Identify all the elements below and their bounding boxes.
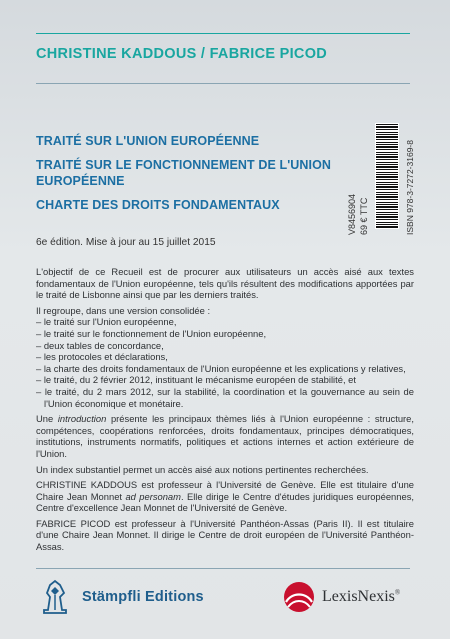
edition-line: 6e édition. Mise à jour au 15 juillet 2015 (36, 237, 216, 248)
barcode-icon (375, 123, 399, 229)
list-item: – le traité, du 2 février 2012, instituant le mécanisme européen de stabilité, et (36, 374, 414, 386)
isbn-block (345, 123, 415, 238)
kaddous-bio (36, 479, 414, 514)
title-block (36, 133, 356, 213)
picod-bio: FABRICE PICOD est professeur à l'Université Panthéon-Assas (Paris II). Il est titulaire d'une Chaire Jean Monnet. Il dirige le Centre de droit européen de l'Université Panthéon-Assas. (36, 517, 414, 553)
lexisnexis-logo-icon (282, 580, 316, 614)
introduction-word: introduction (57, 413, 107, 425)
introduction-prefix: Une (36, 413, 54, 425)
header-divider (36, 83, 410, 84)
title-charter: CHARTE DES DROITS FONDAMENTAUX (36, 198, 280, 212)
top-rule (36, 33, 410, 34)
list-item: – le traité sur l'Union européenne, (36, 316, 414, 328)
isbn-number: ISBN 978-3-7272-3169-8 (405, 140, 415, 235)
reference-code: V8456904 (347, 193, 357, 235)
lexisnexis-name (322, 588, 400, 606)
list-item: – les protocoles et déclarations, (36, 351, 414, 363)
introduction-paragraph (36, 413, 414, 459)
intro-paragraph: L'objectif de ce Recueil est de procurer aux utilisateurs un accès aisé aux textes fondamentaux de l'Union européenne, tels qu'ils résultent des modifications apportées par le traité de Lisbonne ainsi que par les derniers traités. (36, 266, 414, 301)
staempfli-name: Stämpfli Editions (82, 589, 204, 605)
description-text (36, 266, 414, 557)
kaddous-bio-a: CHRISTINE KADDOUS est professeur à l'Université de Genève. Elle est titulaire d'une Chaire Jean Monnet (36, 479, 414, 502)
index-paragraph: Un index substantiel permet un accès aisé aux notions pertinentes recherchées. (36, 463, 369, 475)
footer-divider (36, 568, 410, 569)
list-item: – la charte des droits fondamentaux de l'Union européenne et les explications y relatives, (36, 363, 414, 375)
title-teu: TRAITÉ SUR L'UNION EUROPÉENNE (36, 134, 260, 148)
price-label: 69 € TTC (359, 197, 369, 235)
list-item: – le traité, du 2 mars 2012, sur la stabilité, la coordination et la gouvernance au sein de l'Union économique et monétaire. (36, 386, 414, 409)
contents-list (36, 316, 414, 409)
introduction-rest: présente les principaux thèmes liés à l'Union européenne : structure, compétences, coopérations renforcées, droits fondamentaux, principes démocratiques, institutions, instruments normatifs, politiques et actions internes et action extérieure de l'Union. (36, 413, 414, 459)
staempfli-logo-icon (38, 577, 72, 617)
contents-lead: Il regroupe, dans une version consolidée : (36, 304, 211, 316)
registered-mark: ® (394, 588, 401, 597)
kaddous-bio-em: ad personam (125, 490, 181, 502)
list-item: – deux tables de concordance, (36, 340, 414, 352)
list-item: – le traité sur le fonctionnement de l'Union européenne, (36, 328, 414, 340)
staempfli-brand (38, 577, 204, 617)
kaddous-bio-b: . Elle dirige le Centre d'études juridiques européennes, Centre d'excellence Jean Monnet de l'Université de Genève. (36, 490, 414, 514)
lexisnexis-brand (282, 580, 400, 614)
authors-line: CHRISTINE KADDOUS / FABRICE PICOD (36, 46, 328, 62)
lexisnexis-text: LexisNexis (322, 588, 395, 605)
title-tfeu: TRAITÉ SUR LE FONCTIONNEMENT DE L'UNION EUROPÉENNE (36, 158, 332, 188)
